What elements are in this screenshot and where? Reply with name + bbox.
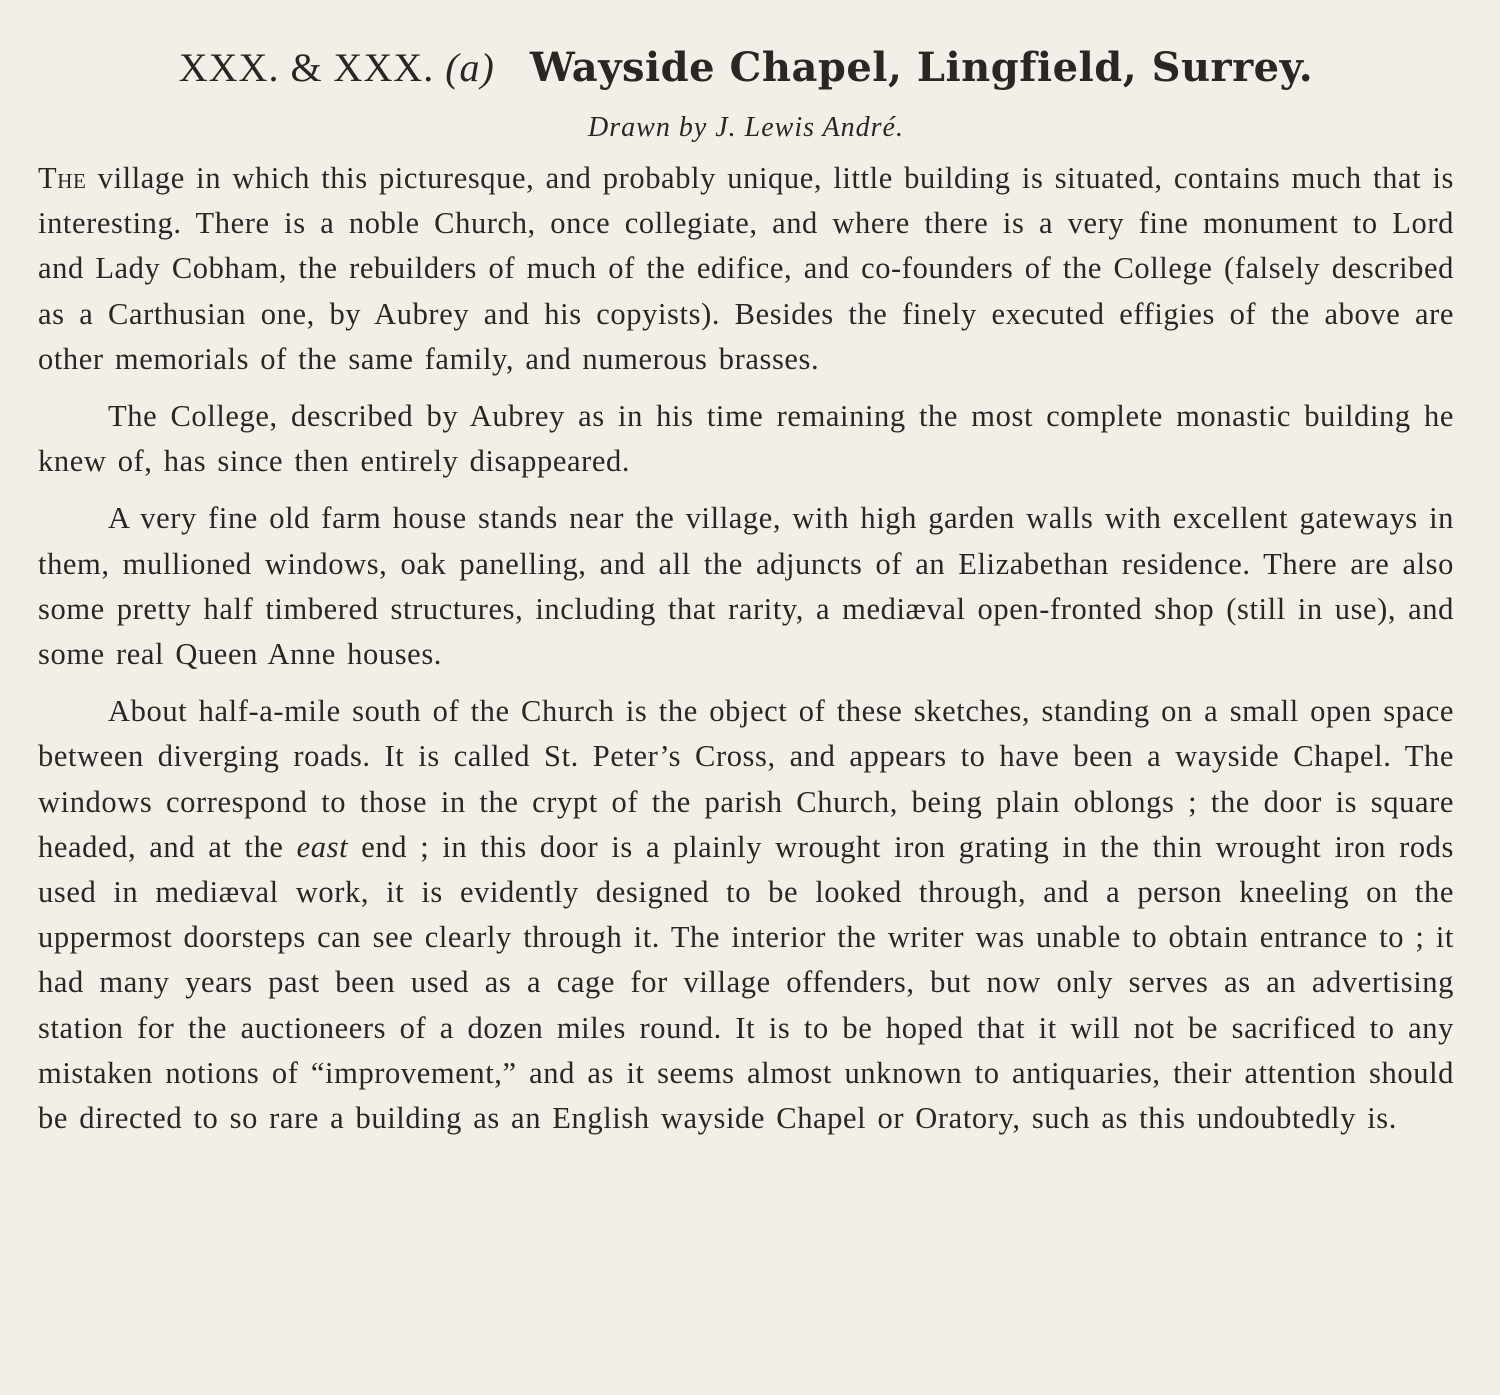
paragraph-4-text-before: About half-a-mile south of the Church is the object of these sketches, standing on a small open space between diverging roads. It is called St. Peter’s Cross, and appears to have been a wayside Chapel. The windows correspond to those in the crypt of the parish Church, being plain oblongs ; the door is square headed, and at the <box>38 694 1454 864</box>
paragraph-1-text: village in which this picturesque, and probably unique, little building is situated, contains much that is interesting. There is a noble Church, once collegiate, and where there is a very fine monument to Lord and Lady Cobham, the rebuilders of much of the edifice, and co-founders of the College (falsely described as a Carthusian one, by Aubrey and his copyists). Besides the finely executed effigies of the above are other memorials of the same family, and numerous brasses. <box>38 161 1454 376</box>
plate-sub-letter: (a) <box>445 45 495 90</box>
paragraph-1 <box>38 156 1454 382</box>
paragraph-4 <box>38 689 1454 1141</box>
paragraph-4-text-after: end ; in this door is a plainly wrought iron grating in the thin wrought iron rods used in mediæval work, it is evidently designed to be looked through, and a person kneeling on the uppermost doorsteps can see clearly through it. The interior the writer was unable to obtain entrance to ; it had many years past been used as a cage for village offenders, but now only serves as an advertising station for the auctioneers of a dozen miles round. It is to be hoped that it will not be sacrificed to any mistaken notions of “improvement,” and as it seems almost unknown to antiquaries, their attention should be directed to so rare a building as an English wayside Chapel or Oratory, such as this undoubtedly is. <box>38 829 1454 1136</box>
page-title <box>38 38 1454 98</box>
paragraph-1-lead: The <box>38 161 87 195</box>
paragraph-3: A very fine old farm house stands near the village, with high garden walls with excellent gateways in them, mullioned windows, oak panelling, and all the adjuncts of an Elizabethan residence. There are also some pretty half timbered structures, including that rarity, a mediæval open-fronted shop (still in use), and some real Queen Anne houses. <box>38 501 1454 672</box>
plate-numbers: XXX. & XXX. <box>178 45 435 90</box>
plate-title: Wayside Chapel, Lingfield, Surrey. <box>529 44 1314 91</box>
paragraph-2: The College, described by Aubrey as in his time remaining the most complete monastic building he knew of, has since then entirely disappeared. <box>38 399 1454 479</box>
paragraph-4-emphasis: east <box>296 829 349 864</box>
byline: Drawn by J. Lewis André. <box>588 112 904 143</box>
